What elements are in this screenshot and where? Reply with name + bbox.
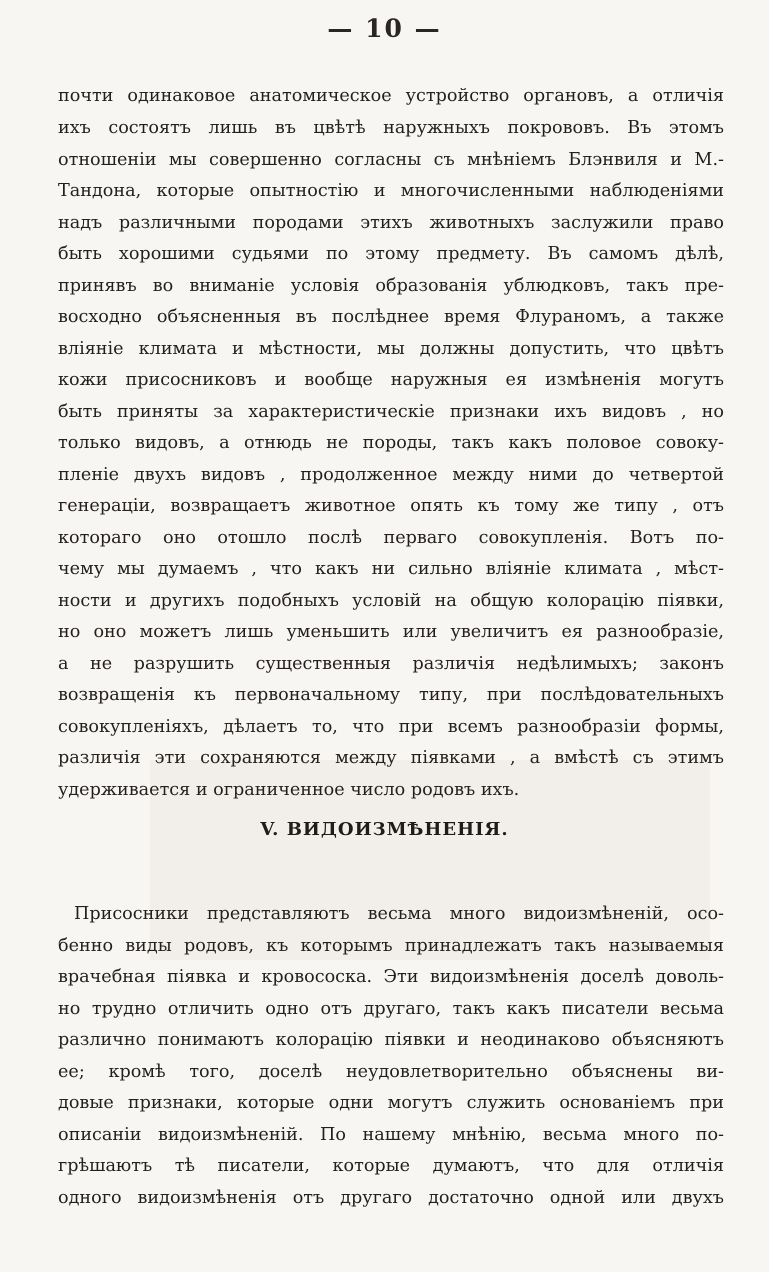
text-line: быть хорошими судьями по этому предмету. Въ самомъ дѣлѣ, — [58, 244, 724, 264]
text-line: довые признаки, которые одни могутъ служить основаніемъ при — [58, 1093, 724, 1113]
text-line: надъ различными породами этихъ животныхъ заслужили право — [58, 213, 724, 233]
text-line: возвращенія къ первоначальному типу, при послѣдовательныхъ — [58, 685, 724, 705]
section-heading: V. ВИДОИЗМѢНЕНІЯ. — [260, 819, 509, 840]
text-line: только видовъ, а отнюдь не породы, такъ какъ половое совоку- — [58, 433, 724, 453]
text-line: а не разрушить существенныя различія недѣлимыхъ; законъ — [58, 654, 724, 674]
text-line: но оно можетъ лишь уменьшить или увеличитъ ея разнообразіе, — [58, 622, 724, 642]
text-line: грѣшаютъ тѣ писатели, которые думаютъ, что для отличія — [58, 1156, 724, 1176]
text-line: одного видоизмѣненія отъ другаго достаточно одной или двухъ — [58, 1188, 724, 1208]
text-line: Тандона, которые опытностію и многочисленными наблюденіями — [58, 181, 724, 201]
text-line: ихъ состоятъ лишь въ цвѣтѣ наружныхъ покрововъ. Въ этомъ — [58, 118, 724, 138]
text-line: ности и другихъ подобныхъ условій на общую колорацію піявки, — [58, 591, 724, 611]
text-line: но трудно отличить одно отъ другаго, такъ какъ писатели весьма — [58, 999, 724, 1019]
text-line: быть приняты за характеристическіе признаки ихъ видовъ , но — [58, 402, 724, 422]
text-line: котораго оно отошло послѣ перваго совокупленія. Вотъ по- — [58, 528, 724, 548]
text-line: почти одинаковое анатомическое устройство органовъ, а отличія — [58, 86, 724, 106]
text-line: врачебная піявка и кровососка. Эти видоизмѣненія доселѣ доволь- — [58, 967, 724, 987]
text-line: бенно виды родовъ, къ которымъ принадлежатъ такъ называемыя — [58, 936, 724, 956]
text-line: различія эти сохраняются между піявками , а вмѣстѣ съ этимъ — [58, 748, 724, 768]
text-line: кожи присосниковъ и вообще наружныя ея измѣненія могутъ — [58, 370, 724, 390]
text-line: пленіе двухъ видовъ , продолженное между ними до четвертой — [58, 465, 724, 485]
text-line: отношеніи мы совершенно согласны съ мнѣніемъ Блэнвиля и М.- — [58, 150, 724, 170]
text-line: восходно объясненныя въ послѣднее время Флураномъ, а также — [58, 307, 724, 327]
text-line: принявъ во вниманіе условія образованія ублюдковъ, такъ пре- — [58, 276, 724, 296]
text-line: различно понимаютъ колорацію піявки и неодинаково объясняютъ — [58, 1030, 724, 1050]
text-line: описаніи видоизмѣненій. По нашему мнѣнію, весьма много по- — [58, 1125, 724, 1145]
page-number: — 10 — — [327, 14, 442, 43]
text-line: генераціи, возвращаетъ животное опять къ тому же типу , отъ — [58, 496, 724, 516]
text-line: вліяніе климата и мѣстности, мы должны допустить, что цвѣтъ — [58, 339, 724, 359]
text-line: совокупленіяхъ, дѣлаетъ то, что при всемъ разнообразіи формы, — [58, 717, 724, 737]
text-line: ее; кромѣ того, доселѣ неудовлетворительно объяснены ви- — [58, 1062, 724, 1082]
text-line: Присосники представляютъ весьма много видоизмѣненій, осо- — [74, 904, 724, 924]
text-line: чему мы думаемъ , что какъ ни сильно вліяніе климата , мѣст- — [58, 559, 724, 579]
text-line: удерживается и ограниченное число родовъ ихъ. — [58, 780, 520, 800]
